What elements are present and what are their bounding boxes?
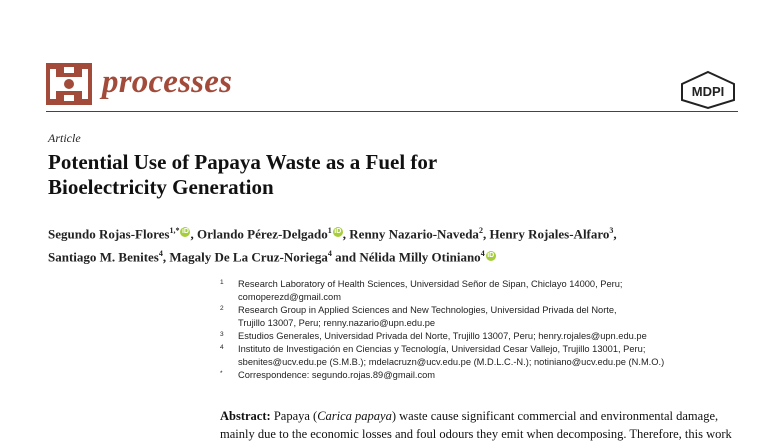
author-affiliation-number: 2 xyxy=(478,226,483,235)
author-name[interactable]: Henry Rojales-Alfaro xyxy=(489,226,610,242)
author-separator: , xyxy=(342,226,350,242)
abstract-line-2: mainly due to the economic losses and foul odours they emit when decomposing. Therefore, this work xyxy=(220,427,732,441)
author-list xyxy=(48,221,738,268)
affiliation-number: 1 xyxy=(220,279,224,286)
abstract-text-b: ) waste cause significant commercial and environmental damage, xyxy=(391,409,719,423)
article-type: Article xyxy=(48,131,81,145)
abstract-species: Carica papaya xyxy=(317,409,392,423)
author-name[interactable]: Santiago M. Benites xyxy=(48,249,159,265)
abstract-line-1 xyxy=(220,407,740,425)
affiliation-number: 3 xyxy=(220,331,224,338)
author-affiliation-number: 3 xyxy=(609,226,614,235)
publisher-logo xyxy=(678,70,738,110)
affiliation-number: 4 xyxy=(220,344,224,351)
author-separator: , xyxy=(162,249,170,265)
affiliation-text: Trujillo 13007, Peru; renny.nazario@upn.edu.pe xyxy=(238,318,436,328)
orcid-icon[interactable]: iD xyxy=(487,251,495,259)
title-line-1: Potential Use of Papaya Waste as a Fuel for xyxy=(48,150,438,174)
affiliation-item xyxy=(220,330,740,343)
journal-logo xyxy=(46,63,92,105)
affiliation-text: comoperezd@gmail.com xyxy=(238,292,341,302)
author-affiliation-number: 4 xyxy=(480,249,485,259)
article-title xyxy=(48,150,608,200)
affiliation-text: Estudios Generales, Universidad Privada del Norte, Trujillo 13007, Peru; henry.rojales@upn.edu.pe xyxy=(238,331,647,341)
affiliation-list xyxy=(220,278,740,382)
affiliation-number: * xyxy=(220,370,223,377)
title-line-2: Bioelectricity Generation xyxy=(48,175,274,199)
affiliation-item xyxy=(220,304,740,330)
publisher-name: MDPI xyxy=(691,84,725,99)
author-name[interactable]: Renny Nazario-Naveda xyxy=(349,226,479,242)
processes-logo-icon xyxy=(46,63,92,105)
author-name[interactable]: Segundo Rojas-Flores xyxy=(48,226,170,242)
header-rule xyxy=(46,111,738,112)
affiliation-text: Research Laboratory of Health Sciences, Universidad Señor de Sipan, Chiclayo 14000, Peru; xyxy=(238,279,623,289)
affiliation-number: 2 xyxy=(220,305,224,312)
author-affiliation-number: 4 xyxy=(158,249,163,259)
affiliation-text: Instituto de Investigación en Ciencias y Tecnología, Universidad Cesar Vallejo, Trujillo 13001, Peru; xyxy=(238,344,646,354)
author-name[interactable]: Nélida Milly Otiniano xyxy=(359,249,481,265)
affiliation-item xyxy=(220,278,740,304)
abstract-text-a: Papaya ( xyxy=(270,409,318,423)
author-name[interactable]: Orlando Pérez-Delgado xyxy=(196,226,328,242)
abstract-label: Abstract: xyxy=(220,409,271,423)
author-separator: , xyxy=(613,226,617,242)
author-separator: , xyxy=(190,226,197,242)
journal-name: processes xyxy=(102,64,233,100)
author-affiliation-number: 1,* xyxy=(169,226,180,235)
affiliation-item xyxy=(220,369,740,382)
author-separator: , xyxy=(482,226,490,242)
affiliation-text: Research Group in Applied Sciences and New Technologies, Universidad Privada del Norte, xyxy=(238,305,617,315)
abstract xyxy=(220,407,740,443)
author-affiliation-number: 4 xyxy=(327,249,332,259)
affiliation-text: Correspondence: segundo.rojas.89@gmail.com xyxy=(238,370,436,380)
affiliation-text: sbenites@ucv.edu.pe (S.M.B.); mdelacruzn@ucv.edu.pe (M.D.L.C.-N.); notiniano@ucv.edu.pe (N.M.O.) xyxy=(238,357,665,367)
orcid-icon[interactable]: iD xyxy=(181,228,189,236)
mdpi-logo-icon xyxy=(678,70,738,110)
author-affiliation-number: 1 xyxy=(327,226,332,235)
author-name[interactable]: Magaly De La Cruz-Noriega xyxy=(169,249,328,265)
affiliation-item xyxy=(220,343,740,369)
orcid-icon[interactable]: iD xyxy=(334,228,342,236)
author-separator: and xyxy=(331,249,360,265)
